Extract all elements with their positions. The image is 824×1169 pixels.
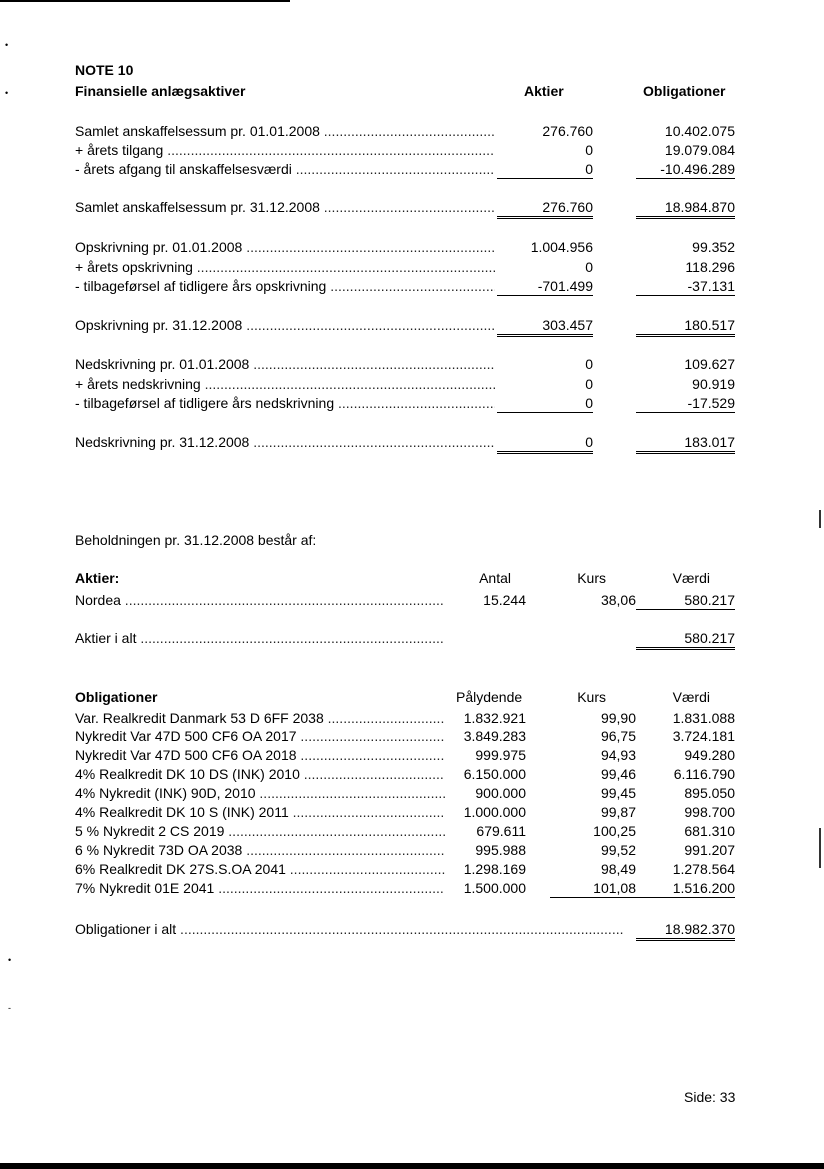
- obligationer-value: 118.296: [685, 259, 735, 275]
- obligation-row-vaerdi: 1.831.088: [672, 710, 735, 726]
- aktier-total-value: 580.217: [636, 629, 735, 650]
- row-label: - årets afgang til anskaffelsesværdi .....: [75, 160, 495, 178]
- obligation-row-label: Var. Realkredit Danmark 53 D 6FF 2038 .....: [75, 709, 445, 727]
- aktier-value: 0: [585, 259, 593, 275]
- page-number: Side: 33: [684, 1089, 736, 1105]
- row-label: + årets nedskrivning .....: [75, 375, 495, 393]
- obligation-row-label: Nykredit Var 47D 500 CF6 OA 2018 .....: [75, 746, 445, 764]
- obligation-row-paalydende: 1.298.169: [463, 861, 526, 877]
- scan-border-top: [0, 0, 290, 2]
- obligation-row-kurs: 99,46: [600, 766, 636, 782]
- aktier-total-label: Aktier i alt .....: [75, 629, 445, 647]
- obligation-row-paalydende: 679.611: [476, 823, 526, 839]
- column-header-kurs: Kurs: [577, 570, 606, 586]
- aktier-value: 0: [497, 394, 593, 413]
- subtotal-label: Samlet anskaffelsessum pr. 31.12.2008 .....: [75, 198, 495, 216]
- aktier-value: -701.499: [497, 277, 593, 296]
- obligation-row-label: 7% Nykredit 01E 2041 .....: [75, 879, 445, 897]
- aktier-value: 0: [497, 160, 593, 179]
- obligation-row-paalydende: 999.975: [475, 747, 526, 763]
- aktier-value: 0: [585, 356, 593, 372]
- obligation-row-vaerdi: 681.310: [684, 823, 735, 839]
- obligation-row-kurs: 94,93: [600, 747, 636, 763]
- holdings-intro: Beholdningen pr. 31.12.2008 består af:: [75, 532, 317, 548]
- obligation-row-label: 6 % Nykredit 73D OA 2038 .....: [75, 841, 445, 859]
- obligationer-total-label: Obligationer i alt .....: [75, 920, 623, 938]
- obligation-row-paalydende: 995.988: [475, 842, 526, 858]
- obligation-row-paalydende: 6.150.000: [463, 766, 526, 782]
- obligation-row-paalydende: 900.000: [475, 785, 526, 801]
- column-header-vaerdi: Værdi: [672, 570, 710, 586]
- obligation-row-kurs: 96,75: [600, 728, 636, 744]
- obligation-row-label: 4% Realkredit DK 10 DS (INK) 2010 .....: [75, 765, 445, 783]
- subtotal-label: Opskrivning pr. 31.12.2008 .....: [75, 316, 495, 334]
- obligationer-value: 90.919: [692, 376, 735, 392]
- obligation-row-vaerdi: 1.516.200: [636, 879, 735, 898]
- aktier-subtotal: 276.760: [497, 198, 593, 219]
- aktier-value: 1.004.956: [530, 239, 593, 255]
- row-label: Nedskrivning pr. 01.01.2008 .....: [75, 355, 495, 373]
- scan-mark: [819, 828, 821, 868]
- aktier-subtotal: 303.457: [497, 316, 593, 337]
- obligation-row-vaerdi: 895.050: [684, 785, 735, 801]
- obligation-row-kurs: 99,45: [600, 785, 636, 801]
- subtotal-label: Nedskrivning pr. 31.12.2008 .....: [75, 433, 495, 451]
- aktier-row-kurs: 38,06: [600, 592, 636, 608]
- aktier-section-title: Aktier:: [75, 570, 120, 586]
- obligation-row-kurs: 99,52: [600, 842, 636, 858]
- obligationer-subtotal: 18.984.870: [636, 198, 735, 219]
- obligation-row-paalydende: 1.832.921: [463, 710, 526, 726]
- obligationer-value: -10.496.289: [636, 160, 735, 179]
- scan-speck: •: [8, 955, 12, 965]
- column-header-obligationer: Obligationer: [643, 83, 726, 99]
- row-label: Samlet anskaffelsessum pr. 01.01.2008 .....: [75, 122, 495, 140]
- column-header-aktier: Aktier: [524, 83, 564, 99]
- obligationer-subtotal: 180.517: [636, 316, 735, 337]
- obligation-row-paalydende: 3.849.283: [463, 728, 526, 744]
- obligationer-value: 99.352: [692, 239, 735, 255]
- obligation-row-kurs: 98,49: [600, 861, 636, 877]
- aktier-row-vaerdi: 580.217: [636, 591, 735, 610]
- column-header-vaerdi: Værdi: [672, 689, 710, 705]
- obligationer-section-title: Obligationer: [75, 689, 158, 705]
- obligation-row-label: 4% Nykredit (INK) 90D, 2010 .....: [75, 784, 445, 802]
- obligation-row-vaerdi: 949.280: [684, 747, 735, 763]
- obligation-row-paalydende: 1.000.000: [463, 804, 526, 820]
- obligation-row-vaerdi: 991.207: [684, 842, 735, 858]
- column-header-paalydende: Pålydende: [456, 689, 523, 705]
- row-label: - tilbageførsel af tidligere års nedskrivning .....: [75, 394, 495, 412]
- obligationer-value: 10.402.075: [664, 123, 735, 139]
- obligation-row-kurs: 101,08: [550, 879, 636, 898]
- aktier-row-antal: 15.244: [483, 592, 526, 608]
- obligationer-value: 109.627: [684, 356, 735, 372]
- note-subtitle: Finansielle anlægsaktiver: [75, 83, 246, 99]
- obligation-row-kurs: 99,90: [600, 710, 636, 726]
- scan-speck: -: [8, 1003, 11, 1013]
- obligationer-value: 19.079.084: [664, 142, 735, 158]
- obligation-row-kurs: 99,87: [600, 804, 636, 820]
- column-header-kurs: Kurs: [577, 689, 606, 705]
- scan-speck: •: [5, 88, 9, 98]
- obligationer-value: -37.131: [636, 277, 735, 296]
- row-label: Opskrivning pr. 01.01.2008 .....: [75, 238, 495, 256]
- obligation-row-label: Nykredit Var 47D 500 CF6 OA 2017 .....: [75, 727, 445, 745]
- scan-mark: [819, 510, 821, 528]
- obligationer-subtotal: 183.017: [636, 433, 735, 454]
- obligation-row-paalydende: 1.500.000: [463, 880, 526, 896]
- obligation-row-vaerdi: 998.700: [684, 804, 735, 820]
- aktier-value: 0: [585, 142, 593, 158]
- scan-border-bottom: [0, 1163, 824, 1169]
- row-label: - tilbageførsel af tidligere års opskrivning .....: [75, 277, 495, 295]
- obligation-row-label: 5 % Nykredit 2 CS 2019 .....: [75, 822, 445, 840]
- aktier-value: 276.760: [542, 123, 593, 139]
- row-label: + årets tilgang .....: [75, 141, 495, 159]
- obligation-row-vaerdi: 3.724.181: [672, 728, 735, 744]
- obligation-row-label: 4% Realkredit DK 10 S (INK) 2011 .....: [75, 803, 445, 821]
- row-label: + årets opskrivning .....: [75, 258, 495, 276]
- column-header-antal: Antal: [479, 570, 511, 586]
- aktier-row-label: Nordea .....: [75, 591, 445, 609]
- obligationer-value: -17.529: [636, 394, 735, 413]
- aktier-subtotal: 0: [497, 433, 593, 454]
- aktier-value: 0: [585, 376, 593, 392]
- note-title: NOTE 10: [75, 62, 134, 78]
- obligation-row-vaerdi: 6.116.790: [673, 766, 735, 782]
- obligation-row-vaerdi: 1.278.564: [672, 861, 735, 877]
- obligation-row-kurs: 100,25: [593, 823, 636, 839]
- obligation-row-label: 6% Realkredit DK 27S.S.OA 2041 .....: [75, 860, 445, 878]
- obligationer-total-value: 18.982.370: [636, 920, 735, 941]
- scan-speck: •: [5, 40, 9, 50]
